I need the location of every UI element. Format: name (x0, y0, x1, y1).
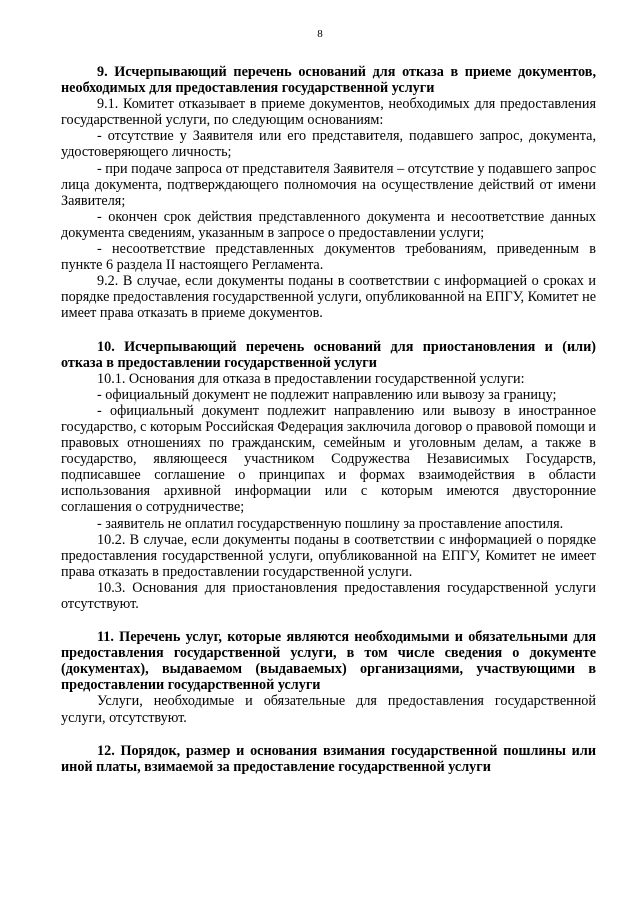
list-item: - окончен срок действия представленного документа и несоответствие данных документа сведениям, указанным в запросе о предоставлении услуги; (61, 208, 596, 241)
list-item: - официальный документ подлежит направлению или вывозу в иностранное государство, с которым Российская Федерация заключила договор о правовой помощи и правовых отношениях по гражданским, семейным и уголовным делам, а также в государство, являющееся участником Содружества Независимых Государств, подписавшее соглашение о принципах и формах взаимодействия в области использования архивной информации или с которым имеются двусторонние соглашения о сотрудничестве; (61, 402, 596, 516)
paragraph: 10.1. Основания для отказа в предоставлении государственной услуги: (97, 370, 525, 387)
section-11-heading: 11. Перечень услуг, которые являются необходимыми и обязательными для предоставления государственной услуги, в том числе сведения о документе (документах), выдаваемом (выдаваемых) организациями, участвующими в предоставлении государственной услуги (61, 629, 596, 694)
list-item: - официальный документ не подлежит направлению или вывозу за границу; (97, 386, 557, 403)
paragraph: 10.3. Основания для приостановления предоставления государственной услуги отсутствуют. (61, 579, 596, 612)
list-item: - при подаче запроса от представителя Заявителя – отсутствие у подавшего запрос лица документа, подтверждающего полномочия на осуществление действий от имени Заявителя; (61, 160, 596, 209)
section-9-heading: 9. Исчерпывающий перечень оснований для отказа в приеме документов, необходимых для предоставления государственной услуги (61, 64, 596, 97)
list-item: - отсутствие у Заявителя или его представителя, подавшего запрос, документа, удостоверяющего личность; (61, 128, 596, 161)
list-item: - заявитель не оплатил государственную пошлину за проставление апостиля. (97, 515, 564, 532)
paragraph: Услуги, необходимые и обязательные для предоставления государственной услуги, отсутствуют. (61, 693, 596, 726)
page-number: 8 (317, 28, 323, 40)
section-10-heading: 10. Исчерпывающий перечень оснований для приостановления и (или) отказа в предоставлении государственной услуги (61, 338, 596, 371)
paragraph: 9.2. В случае, если документы поданы в соответствии с информацией о сроках и порядке предоставления государственной услуги, опубликованной на ЕПГУ, Комитет не имеет права отказать в приеме документов. (61, 273, 596, 322)
document-body (61, 64, 596, 775)
paragraph: 9.1. Комитет отказывает в приеме документов, необходимых для предоставления государственной услуги, по следующим основаниям: (61, 96, 596, 129)
section-12-heading: 12. Порядок, размер и основания взимания государственной пошлины или иной платы, взимаемой за предоставление государственной услуги (61, 742, 596, 775)
paragraph: 10.2. В случае, если документы поданы в соответствии с информацией о порядке предоставления государственной услуги, опубликованной на ЕПГУ, Комитет не имеет права отказать в предоставлении государственной услуги. (61, 531, 596, 580)
list-item: - несоответствие представленных документов требованиям, приведенным в пункте 6 раздела II настоящего Регламента. (61, 241, 596, 274)
